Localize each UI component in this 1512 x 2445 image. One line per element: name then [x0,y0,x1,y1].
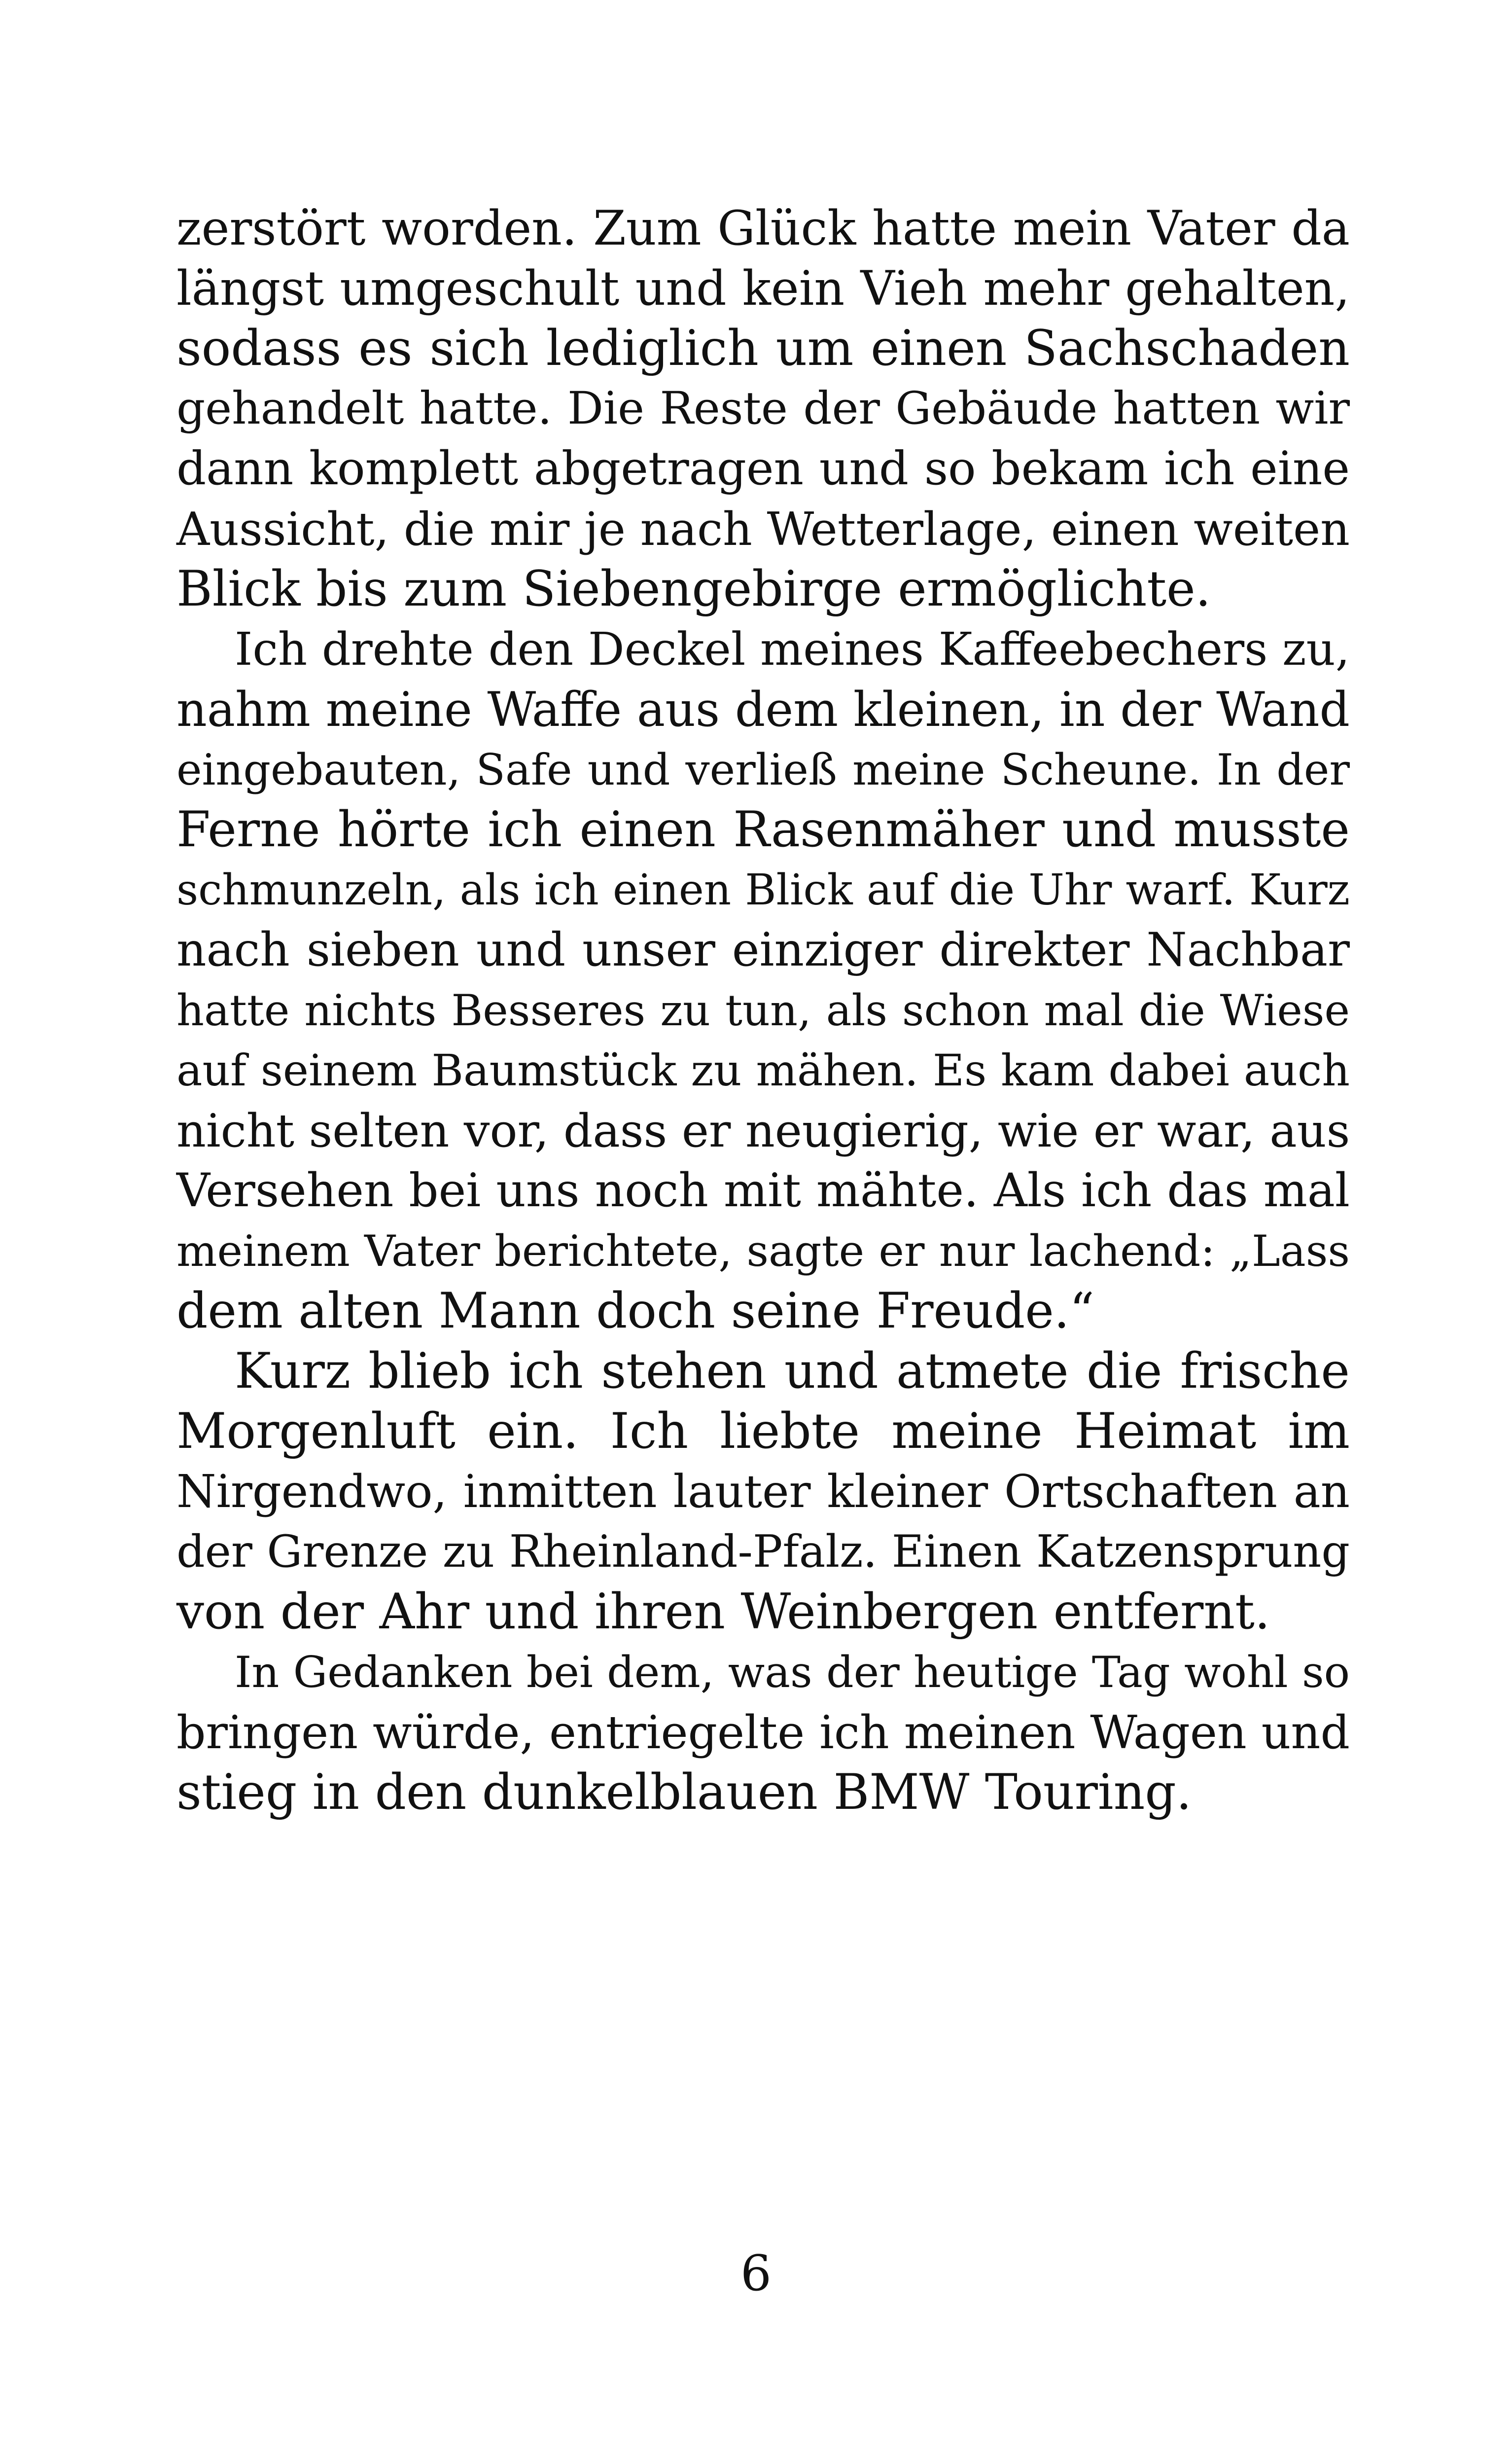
text-line: Kurz blieb ich stehen und atmete die frische [235,1343,1350,1400]
body-text [176,198,1350,1823]
text-line: Blick bis zum Siebengebirge ermöglichte. [176,561,1211,617]
text-line: von der Ahr und ihren Weinbergen entfernt. [176,1583,1270,1640]
text-line: auf seinem Baumstück zu mähen. Es kam dabei auch [176,1045,1350,1096]
text-line: Versehen bei uns noch mit mähte. Als ich das mal [176,1164,1350,1218]
text-line: Ich drehte den Deckel meines Kaffeebechers zu, [235,623,1350,676]
text-line: der Grenze zu Rheinland-Pfalz. Einen Katzensprung [176,1526,1350,1578]
text-line: In Gedanken bei dem, was der heutige Tag wohl so [235,1647,1350,1697]
text-line: schmunzeln, als ich einen Blick auf die Uhr warf. Kurz [176,865,1350,915]
text-line: Ferne hörte ich einen Rasenmäher und musste [176,801,1350,858]
page-number: 6 [740,2245,772,2302]
text-line: nicht selten vor, dass er neugierig, wie er war, aus [176,1104,1350,1157]
text-line: dann komplett abgetragen und so bekam ich eine [176,442,1350,496]
text-line: nahm meine Waffe aus dem kleinen, in der Wand [176,682,1350,737]
text-line: eingebauten, Safe und verließ meine Scheune. In der [176,745,1350,795]
text-line: zerstört worden. Zum Glück hatte mein Vater da [176,201,1350,256]
text-line: längst umgeschult und kein Vieh mehr gehalten, [176,261,1350,316]
text-line: dem alten Mann doch seine Freude.“ [176,1283,1094,1339]
text-line: stieg in den dunkelblauen BMW Touring. [176,1764,1192,1821]
text-line: gehandelt hatte. Die Reste der Gebäude hatten wir [176,383,1350,434]
text-line: Aussicht, die mir je nach Wetterlage, einen weiten [176,503,1350,556]
text-line: sodass es sich lediglich um einen Sachschaden [176,320,1350,377]
text-line: nach sieben und unser einziger direkter Nachbar [176,923,1350,977]
text-line: Nirgendwo, inmitten lauter kleiner Ortschaften an [176,1465,1350,1518]
text-line: Morgenluft ein. Ich liebte meine Heimat im [176,1403,1350,1460]
text-line: hatte nichts Besseres zu tun, als schon mal die Wiese [176,985,1350,1036]
text-line: meinem Vater berichtete, sagte er nur lachend: „Lass [176,1226,1350,1276]
text-line: bringen würde, entriegelte ich meinen Wagen und [176,1706,1350,1759]
